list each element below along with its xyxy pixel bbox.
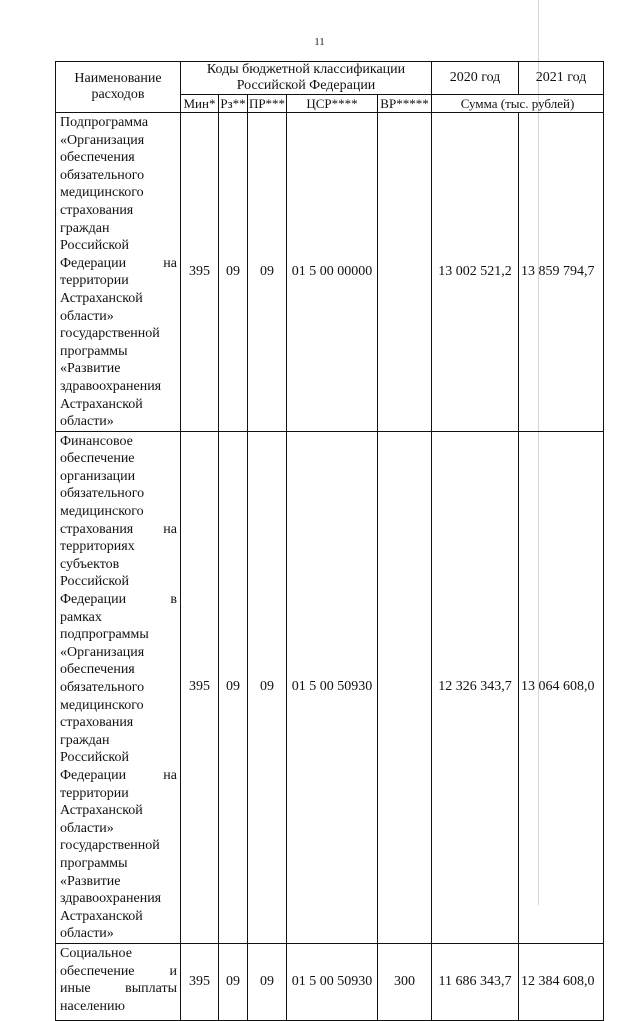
row-rz: 09: [219, 431, 248, 943]
row-sum-2020: 13 002 521,2: [432, 113, 519, 432]
row-sum-2021: 12 384 608,0: [519, 943, 604, 1020]
header-sum-label: Сумма (тыс. рублей): [432, 95, 604, 113]
row-pr: 09: [248, 113, 287, 432]
row-vr: [378, 431, 432, 943]
row-csr: 01 5 00 50930: [287, 431, 378, 943]
row-pr: 09: [248, 943, 287, 1020]
row-rz: 09: [219, 943, 248, 1020]
table-row: [56, 113, 604, 432]
row-name: Финансовое обеспечение организации обязательного медицинского страхования на территориях субъектов Российской Федерации в рамках подпрограммы «Организация обеспечения обязательного медицинского страхования граждан Российской Федерации на территории Астраханской области» государственной программы «Развитие здравоохранения Астраханской области»: [56, 431, 181, 943]
budget-table: [55, 61, 604, 1021]
header-min: Мин*: [181, 95, 219, 113]
row-sum-2021: 13 064 608,0: [519, 431, 604, 943]
header-pr: ПР***: [248, 96, 286, 111]
row-csr: 01 5 00 50930: [287, 943, 378, 1020]
row-min: 395: [181, 943, 219, 1020]
header-year-2021: 2021 год: [519, 62, 604, 95]
row-pr: 09: [248, 431, 287, 943]
header-year-2020: 2020 год: [432, 62, 519, 95]
table-row: [56, 943, 604, 1020]
row-rz: 09: [219, 113, 248, 432]
row-sum-2020: 12 326 343,7: [432, 431, 519, 943]
header-rz: Рз**: [220, 96, 246, 111]
table-row: [56, 431, 604, 943]
row-name: Социальное обеспечение и иные выплаты населению: [56, 943, 181, 1020]
header-vr: ВР*****: [378, 95, 432, 113]
page-number: 11: [314, 36, 325, 48]
row-sum-2021: 13 859 794,7: [519, 113, 604, 432]
row-min: 395: [181, 113, 219, 432]
header-codes-title: Коды бюджетной классификации Российской Федерации: [181, 62, 432, 95]
row-vr: 300: [378, 943, 432, 1020]
row-sum-2020: 11 686 343,7: [432, 943, 519, 1020]
row-name: Подпрограмма «Организация обеспечения обязательного медицинского страхования граждан Российской Федерации на территории Астраханской области» государственной программы «Развитие здравоохранения Астраханской области»: [56, 113, 181, 432]
header-row-main: [56, 62, 604, 95]
row-vr: [378, 113, 432, 432]
row-min: 395: [181, 431, 219, 943]
row-csr: 01 5 00 00000: [287, 113, 378, 432]
header-csr: ЦСР****: [287, 95, 378, 113]
header-name-col: Наименование расходов: [56, 62, 181, 113]
